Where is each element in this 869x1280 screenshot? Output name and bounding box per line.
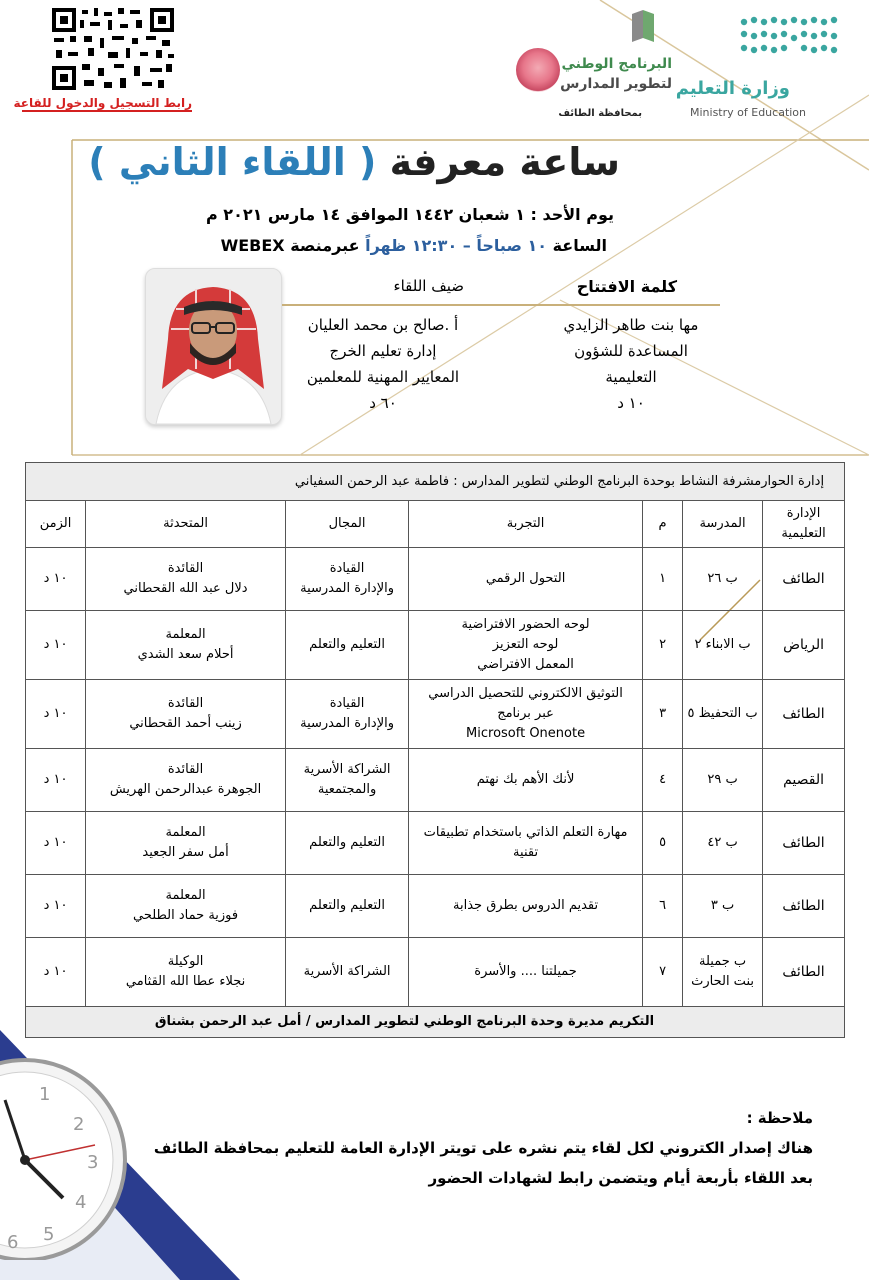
cell-experience bbox=[409, 548, 643, 611]
sessions-table bbox=[25, 462, 845, 1038]
cell-idara: الطائف bbox=[763, 812, 845, 875]
field-line: التعليم والتعلم bbox=[309, 637, 385, 652]
guest-duration: ٦٠ د bbox=[369, 394, 397, 412]
note-block bbox=[154, 1103, 813, 1193]
svg-text:2: 2 bbox=[73, 1114, 85, 1135]
speaker-role: المعلمة bbox=[165, 888, 206, 903]
note-line1: هناك إصدار الكتروني لكل لقاء يتم نشره على تويتر الإدارة العامة للتعليم بمحافظة الطائف bbox=[153, 1139, 813, 1157]
col-header-num: م bbox=[643, 501, 683, 548]
clock-icon bbox=[0, 1050, 135, 1260]
cell-num: ٣ bbox=[643, 680, 683, 749]
field-line: التعليم والتعلم bbox=[309, 898, 385, 913]
speaker-name: زينب أحمد القحطاني bbox=[129, 716, 242, 731]
time-value: ١٠ صباحاً – ١٢:٣٠ ظهراً bbox=[365, 236, 547, 255]
table-row bbox=[26, 875, 845, 938]
col-header-field: المجال bbox=[286, 501, 409, 548]
cell-school: ب ٣ bbox=[683, 875, 763, 938]
exp-line: التوثيق الالكتروني للتحصيل الدراسي bbox=[428, 686, 623, 701]
guest-photo bbox=[145, 268, 282, 425]
field-line: القيادة bbox=[329, 561, 365, 576]
ministry-dots-icon bbox=[738, 12, 838, 64]
platform-text: عبرمنصة WEBEX bbox=[220, 236, 360, 255]
cell-time: ١٠ د bbox=[26, 611, 86, 680]
note-line2: بعد اللقاء بأربعة أيام ويتضمن رابط لشهادات الحضور bbox=[428, 1169, 813, 1187]
opening-name: مها بنت طاهر الزايدي bbox=[563, 316, 699, 334]
cell-time: ١٠ د bbox=[26, 875, 86, 938]
cell-num: ٢ bbox=[643, 611, 683, 680]
cell-num: ٥ bbox=[643, 812, 683, 875]
cell-idara: الطائف bbox=[763, 938, 845, 1007]
cell-time: ١٠ د bbox=[26, 938, 86, 1007]
field-line: والمجتمعية bbox=[317, 782, 377, 797]
book-icon bbox=[630, 8, 656, 44]
svg-text:1: 1 bbox=[39, 1084, 51, 1105]
cell-time: ١٠ د bbox=[26, 680, 86, 749]
cell-school: ب التحفيظ ٥ bbox=[683, 680, 763, 749]
ministry-name-arabic: وزارة التعليم bbox=[675, 78, 790, 99]
cell-experience bbox=[409, 680, 643, 749]
exp-line: عبر برنامج bbox=[497, 706, 554, 721]
speaker-role: القائدة bbox=[167, 561, 204, 576]
cell-experience bbox=[409, 812, 643, 875]
table-footer-row bbox=[26, 1007, 845, 1038]
exp-line: التحول الرقمي bbox=[485, 571, 566, 586]
speaker-name: دلال عبد الله القحطاني bbox=[123, 581, 248, 596]
table-header-row bbox=[26, 501, 845, 548]
exp-line: تقنية bbox=[513, 845, 539, 860]
cell-idara: الطائف bbox=[763, 875, 845, 938]
cell-idara: القصيم bbox=[763, 749, 845, 812]
cell-num: ٧ bbox=[643, 938, 683, 1007]
cell-field bbox=[286, 875, 409, 938]
cell-time: ١٠ د bbox=[26, 749, 86, 812]
cell-num: ٦ bbox=[643, 875, 683, 938]
program-logo bbox=[510, 8, 700, 123]
program-logo-line2: لتطوير المدارس bbox=[560, 76, 672, 92]
col-header-time: الزمن bbox=[26, 501, 86, 548]
page-title bbox=[88, 140, 620, 184]
registration-qr-code[interactable] bbox=[50, 6, 176, 92]
cell-speaker bbox=[86, 938, 286, 1007]
speaker-role: المعلمة bbox=[165, 627, 206, 642]
table-row bbox=[26, 812, 845, 875]
exp-line: المعمل الافتراضي bbox=[477, 657, 574, 672]
cell-idara: الطائف bbox=[763, 680, 845, 749]
speaker-name: الجوهرة عبدالرحمن الهريش bbox=[109, 782, 262, 797]
exp-line: لوحه التعزيز bbox=[492, 637, 559, 652]
field-line: الشراكة الأسرية bbox=[303, 964, 391, 979]
opening-heading: كلمة الافتتاح bbox=[576, 277, 677, 296]
guest-speaker bbox=[283, 312, 483, 416]
exp-line: لأنك الأهم بك نهتم bbox=[476, 772, 575, 787]
cell-field bbox=[286, 749, 409, 812]
exp-line: جميلتنا .... والأسرة bbox=[474, 964, 577, 979]
cell-speaker bbox=[86, 680, 286, 749]
opening-speaker bbox=[551, 312, 711, 416]
cell-experience bbox=[409, 938, 643, 1007]
table-row bbox=[26, 749, 845, 812]
cell-experience bbox=[409, 749, 643, 812]
cell-num: ١ bbox=[643, 548, 683, 611]
cell-field bbox=[286, 680, 409, 749]
svg-text:5: 5 bbox=[43, 1224, 55, 1245]
field-line: والإدارة المدرسية bbox=[300, 581, 395, 596]
exp-line: Microsoft Onenote bbox=[466, 726, 586, 741]
speaker-name: فوزية حماد الطلحي bbox=[132, 908, 239, 923]
program-logo-line1: البرنامج الوطني bbox=[561, 56, 672, 72]
time-label: الساعة bbox=[552, 236, 607, 255]
table-row bbox=[26, 680, 845, 749]
program-logo-line3: بمحافظة الطائف bbox=[558, 108, 642, 119]
cell-field bbox=[286, 938, 409, 1007]
guest-topic: المعايير المهنية للمعلمين bbox=[306, 368, 460, 386]
col-header-speaker: المتحدثة bbox=[86, 501, 286, 548]
note-heading: ملاحظة : bbox=[746, 1109, 813, 1127]
cell-idara: الطائف bbox=[763, 548, 845, 611]
col-header-school: المدرسة bbox=[683, 501, 763, 548]
exp-line: مهارة التعلم الذاتي باستخدام تطبيقات bbox=[423, 825, 628, 840]
table-banner-row bbox=[26, 463, 845, 501]
table-footer: التكريم مديرة وحدة البرنامج الوطني لتطوير المدارس / أمل عبد الرحمن بشناق bbox=[26, 1007, 845, 1038]
svg-text:6: 6 bbox=[7, 1232, 19, 1253]
opening-role1: المساعدة للشؤون bbox=[574, 342, 688, 360]
opening-role2: التعليمية bbox=[605, 368, 657, 386]
cell-time: ١٠ د bbox=[26, 548, 86, 611]
title-sub: ( اللقاء الثاني ) bbox=[88, 140, 377, 184]
guest-heading: ضيف اللقاء bbox=[393, 277, 464, 295]
cell-field bbox=[286, 611, 409, 680]
title-main: ساعة معرفة bbox=[389, 140, 620, 184]
qr-caption: رابط التسجيل والدخول للقاعة bbox=[13, 96, 192, 110]
speaker-name: نجلاء عطا الله القثامي bbox=[125, 974, 246, 989]
speaker-role: الوكيلة bbox=[167, 954, 204, 969]
cell-speaker bbox=[86, 875, 286, 938]
cell-idara: الرياض bbox=[763, 611, 845, 680]
cell-speaker bbox=[86, 812, 286, 875]
exp-line: تقديم الدروس بطرق جذابة bbox=[453, 898, 599, 913]
date-line: يوم الأحد : ١ شعبان ١٤٤٢ الموافق ١٤ مارس ٢٠٢١ م bbox=[206, 205, 614, 224]
cell-experience bbox=[409, 611, 643, 680]
rose-icon bbox=[516, 48, 560, 92]
field-line: والإدارة المدرسية bbox=[300, 716, 395, 731]
col-header-idara: الإدارة التعليمية bbox=[763, 501, 845, 548]
cell-school: ب جميلة بنت الحارث bbox=[683, 938, 763, 1007]
table-row bbox=[26, 548, 845, 611]
table-banner: إدارة الحوارمشرفة النشاط بوحدة البرنامج الوطني لتطوير المدارس : فاطمة عبد الرحمن السفياني bbox=[26, 463, 845, 501]
cell-speaker bbox=[86, 611, 286, 680]
svg-text:4: 4 bbox=[75, 1192, 87, 1213]
cell-speaker bbox=[86, 548, 286, 611]
cell-field bbox=[286, 812, 409, 875]
field-line: القيادة bbox=[329, 696, 365, 711]
ministry-name-english: Ministry of Education bbox=[690, 106, 807, 119]
speaker-role: القائدة bbox=[167, 762, 204, 777]
guest-org: إدارة تعليم الخرج bbox=[329, 342, 437, 360]
col-header-experience: التجربة bbox=[409, 501, 643, 548]
guest-name: أ .صالح بن محمد العليان bbox=[307, 316, 459, 334]
svg-text:3: 3 bbox=[87, 1152, 99, 1173]
exp-line: لوحه الحضور الافتراضية bbox=[461, 617, 590, 632]
table-row bbox=[26, 938, 845, 1007]
cell-school: ب ٢٦ bbox=[683, 548, 763, 611]
cell-school: ب الابناء ٢ bbox=[683, 611, 763, 680]
cell-school: ب ٤٢ bbox=[683, 812, 763, 875]
cell-school: ب ٢٩ bbox=[683, 749, 763, 812]
cell-time: ١٠ د bbox=[26, 812, 86, 875]
field-line: التعليم والتعلم bbox=[309, 835, 385, 850]
cell-num: ٤ bbox=[643, 749, 683, 812]
cell-field bbox=[286, 548, 409, 611]
time-line bbox=[221, 236, 607, 255]
cell-experience bbox=[409, 875, 643, 938]
speaker-role: القائدة bbox=[167, 696, 204, 711]
speakers-divider bbox=[282, 304, 720, 306]
field-line: الشراكة الأسرية bbox=[303, 762, 391, 777]
speaker-name: أمل سفر الجعيد bbox=[142, 845, 229, 860]
cell-speaker bbox=[86, 749, 286, 812]
speaker-name: أحلام سعد الشدي bbox=[137, 647, 234, 662]
table-row bbox=[26, 611, 845, 680]
ministry-logo bbox=[675, 12, 850, 122]
opening-duration: ١٠ د bbox=[617, 394, 645, 412]
speaker-role: المعلمة bbox=[165, 825, 206, 840]
